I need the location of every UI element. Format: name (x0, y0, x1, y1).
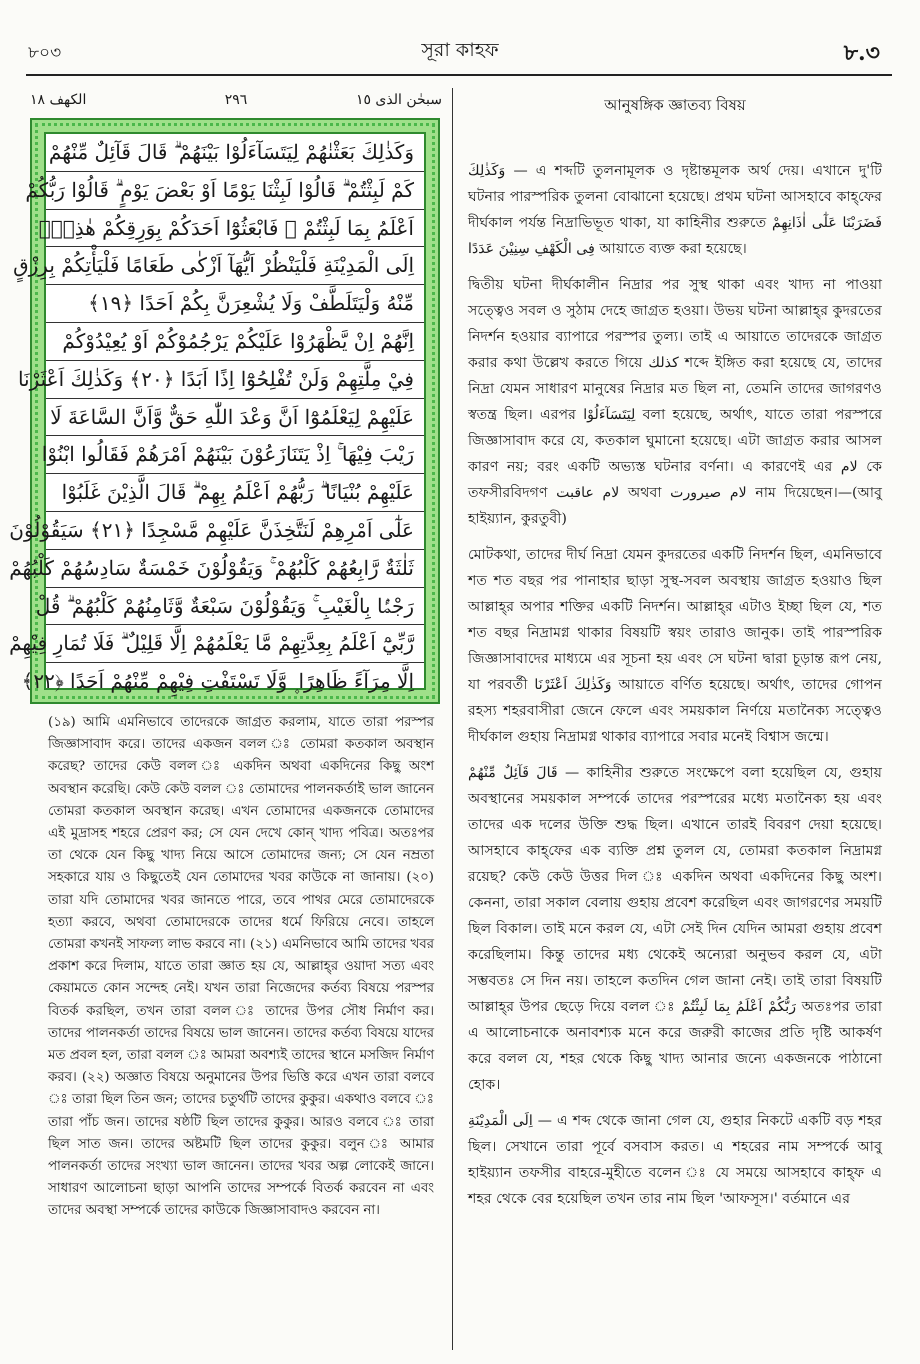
translation-block (48, 712, 434, 1223)
commentary-column (468, 92, 882, 1222)
commentary-paragraph: দ্বিতীয় ঘটনা দীর্ঘকালীন নিদ্রার পর সুস্থ থাকা এবং খাদ্য না পাওয়া সত্ত্বেও সবল ও সুঠাম দেহে জাগ্রত হওয়া। উভয় ঘটনা আল্লাহ্‌র কুদরতের নিদর্শন হওয়ার ব্যাপারে পরস্পর তুল্য। তাই এ আয়াতে তাদেরকে জাগ্রত করার কথা উল্লেখ করতে গিয়ে كذلك শব্দে ইঙ্গিত করা হয়েছে যে, তাদের নিদ্রা যেমন সাধারণ মানুষের নিদ্রার মত ছিল না, তেমনি তাদের জাগরণও স্বতন্ত্র ছিল। এরপর لِيَتَسَآءَلُوْا বলা হয়েছে, অর্থাৎ, যাতে তারা পরস্পরে জিজ্ঞাসাবাদ করে যে, কতকাল ঘুমানো হয়েছে। এটা জাগ্রত করার আসল কারণ নয়; বরং একটি অভ্যস্ত ঘটনার বর্ণনা। এ কারণেই এর لام কে তফসীরবিদগণ لام عاقبت অথবা لام صيرورت নাম দিয়েছেন।—(আবু হাইয়্যান, কুরতুবী) (468, 277, 883, 527)
translation-text: (১৯) আমি এমনিভাবে তাদেরকে জাগ্রত করলাম, যাতে তারা পরস্পর জিজ্ঞাসাবাদ করে। তাদের একজন বলল ঃ তোমরা কতকাল অবস্থান করেছ? তাদের কেউ বলল ঃ একদিন অথবা একদিনের কিছু অংশ অবস্থান করেছি। কেউ কেউ বলল ঃ তোমাদের পালনকর্তাই ভাল জানেন তোমরা কতকাল অবস্থান করেছ। এখন তোমাদের একজনকে তোমাদের এই মুদ্রাসহ শহরে প্রেরণ কর; সে যেন দেখে কোন্ খাদ্য পবিত্র। অতঃপর তা থেকে যেন কিছু খাদ্য নিয়ে আসে তোমাদের জন্য; সে যেন নম্রতা সহকারে যায় ও কিছুতেই যেন তোমাদের খবর কাউকে না জানায়। (২০) তারা যদি তোমাদের খবর জানতে পারে, তবে পাথর মেরে তোমাদেরকে হত্যা করবে, অথবা তোমাদেরকে তাদের ধর্মে ফিরিয়ে নেবে। তাহলে তোমরা কখনই সাফল্য লাভ করবে না। (২১) এমনিভাবে আমি তাদের খবর প্রকাশ করে দিলাম, যাতে তারা জ্ঞাত হয় যে, আল্লাহ্‌র ওয়াদা সত্য এবং কেয়ামতে কোন সন্দেহ নেই। যখন তারা নিজেদের কর্তব্য বিষয়ে পরস্পর বিতর্ক করছিল, তখন তারা বলল ঃ তাদের উপর সৌধ নির্মাণ কর। তাদের পালনকর্তা তাদের বিষয়ে ভাল জানেন। তাদের কর্তব্য বিষয়ে যাদের মত প্রবল হল, তারা বলল ঃ আমরা অবশ্যই তাদের স্থানে মসজিদ নির্মাণ করব। (২২) অজ্ঞাত বিষয়ে অনুমানের উপর ভিত্তি করে এখন তারা বলবে ঃ তারা ছিল তিন জন; তাদের চতুর্থটি তাদের কুকুর। একথাও বলবে ঃ তারা পাঁচ জন। তাদের ষষ্ঠটি ছিল তাদের কুকুর। আরও বলবে ঃ তারা ছিল সাত জন। তাদের অষ্টমটি ছিল তাদের কুকুর। বলুন ঃ আমার পালনকর্তা তাদের সংখ্যা ভাল জানেন। তাদের খবর অল্প লোকেই জানে। সাধারণ আলোচনা ছাড়া আপনি তাদের সম্পর্কে বিতর্ক করবেন না এবং তাদের অবস্থা সম্পর্কে তাদের কাউকে জিজ্ঞাসাবাদও করবেন না। (48, 715, 434, 1219)
arabic-line: اِلَّا مِرَآءً ظَاهِرًا ۪ وَّلَا تَسْتَفْتِ فِيْهِمْ مِّنْهُمْ اَحَدًا ﴿٢٢﴾ (21, 669, 414, 694)
arabic-line: فِيْ مِلَّتِهِمْ وَلَنْ تُفْلِحُوْٓا اِذًا اَبَدًا ﴿٢٠﴾ وَكَذٰلِكَ اَعْثَرْنَا (46, 361, 424, 399)
commentary-paragraph: اِلَى الْمَدِيْنَةِ — এ শব্দ থেকে জানা গেল যে, গুহার নিকটে একটি বড় শহর ছিল। সেখানে তারা পূর্বে বসবাস করত। এ শহরের নাম সম্পর্কে আবু হাইয়্যান তফসীর বাহরে-মুহীতে বলেন ঃ যে সময়ে আসহাবে কাহ্‌ফ এ শহর থেকে বের হয়েছিল তখন তার নাম ছিল 'আফসূস।' বর্তমানে এর (468, 1113, 882, 1207)
mushaf-surah-label: الکھف ١٨ (30, 92, 87, 108)
arabic-line: رَّبِّيْٓ اَعْلَمُ بِعِدَّتِهِمْ مَّا يَعْلَمُهُمْ اِلَّا قَلِيْلٌ ۗ فَلَا تُمَارِ فِيْهِمْ (46, 625, 424, 663)
page-number-bengali: ৮০৩ (28, 43, 62, 63)
quran-text-box (9, 132, 426, 694)
page-number-right: ৮.৩ (843, 40, 880, 66)
commentary-paragraph: وَكَذٰلِكَ — এ শব্দটি তুলনামূলক ও দৃষ্টান্তমূলক অর্থ দেয়। এখানে দু'টি ঘটনার পারস্পরিক তুলনা বোঝানো হয়েছে। প্রথম ঘটনা আসহাবে কাহ্‌ফের দীর্ঘকাল পর্যন্ত নিদ্রাভিভূত থাকা, যা কাহিনীর শুরুতে فَضَرَبْنَا عَلٰٓى اٰذَانِهِمْ فِى الْكَهْفِ سِنِيْنَ عَدَدًا আয়াতে ব্যক্ত করা হয়েছে। (468, 163, 882, 257)
mushaf-page-number: ٢٩٦ (224, 92, 248, 108)
mushaf-juz-label: سبحٰن الذی ١٥ (355, 92, 442, 108)
commentary-paragraph: মোটকথা, তাদের দীর্ঘ নিদ্রা যেমন কুদরতের একটি নিদর্শন ছিল, এমনিভাবে শত শত বছর পর পানাহার ছাড়া সুস্থ-সবল অবস্থায় জাগ্রত হওয়াও ছিল আল্লাহ্‌র অপার শক্তির একটি নিদর্শন। আল্লাহ্‌র এটাও ইচ্ছা ছিল যে, শত শত বছর নিদ্রামগ্ন থাকার বিষয়টি স্বয়ং তারাও জানুক। তাই পারস্পরিক জিজ্ঞাসাবাদের মাধ্যমে এর সূচনা হয় এবং সে ঘটনা দ্বারা চূড়ান্ত রূপ নেয়, যা পরবর্তী وَكَذٰلِكَ اَعْثَرْنَا আয়াতে বর্ণিত হয়েছে। অর্থাৎ, তাদের গোপন রহস্য শহরবাসীরা জেনে ফেলে এবং সময়কাল নির্ণয়ে মতানৈক্য সত্ত্বেও দীর্ঘকাল গুহায় নিদ্রামগ্ন থাকার ব্যাপারে সবার মনেই বিশ্বাস জন্মে। (468, 547, 882, 745)
arabic-line: كَمْ لَبِثْتُمْ ۗ قَالُوْا لَبِثْنَا يَوْمًا اَوْ بَعْضَ يَوْمٍ ۗ قَالُوْا رَبُّكُمْ (46, 172, 424, 210)
arabic-line: عَلٰٓى اَمْرِهِمْ لَنَتَّخِذَنَّ عَلَيْهِمْ مَّسْجِدًا ﴿٢١﴾ سَيَقُوْلُوْنَ (46, 512, 424, 550)
arabic-line: اِلَى الْمَدِيْنَةِ فَلْيَنْظُرْ اَيُّهَآ اَزْكٰى طَعَامًا فَلْيَأْتِكُمْ بِرِزْقٍ (46, 247, 424, 285)
arabic-line: رَيْبَ فِيْهَا ۚ اِذْ يَتَنَازَعُوْنَ بَيْنَهُمْ اَمْرَهُمْ فَقَالُوا ابْنُوْا (46, 436, 424, 474)
arabic-line: اَعْلَمُ بِمَا لَبِثْتُمْ ۗ فَابْعَثُوْٓا اَحَدَكُمْ بِوَرِقِكُمْ هٰذِهٖٓ (46, 210, 424, 248)
commentary-title: আনুষঙ্গিক জ্ঞাতব্য বিষয় (604, 96, 746, 114)
header-rule (26, 74, 892, 76)
mushaf-header (30, 92, 442, 116)
surah-title: সূরা কাহফ (421, 39, 499, 61)
arabic-line: عَلَيْهِمْ بُنْيَانًا ۗ رَبُّهُمْ اَعْلَمُ بِهِمْ ۗ قَالَ الَّذِيْنَ غَلَبُوْا (46, 474, 424, 512)
arabic-line: عَلَيْهِمْ لِيَعْلَمُوْٓا اَنَّ وَعْدَ اللّٰهِ حَقٌّ وَّاَنَّ السَّاعَةَ لَا (46, 399, 424, 437)
commentary-paragraph: قَالَ قَآئِلٌ مِّنْهُمْ — কাহিনীর শুরুতে সংক্ষেপে বলা হয়েছিল যে, গুহায় অবস্থানের সময়কাল সম্পর্কে তাদের পরস্পরের মধ্যে মতানৈক্য হয় এবং তাদের এক দলের উক্তি শুদ্ধ ছিল। এখানে তারই বিবরণ দেয়া হয়েছে। আসহাবে কাহ্‌ফের এক ব্যক্তি প্রশ্ন তুলল যে, তোমরা কতকাল নিদ্রামগ্ন রয়েছ? কেউ কেউ উত্তর দিল ঃ একদিন অথবা একদিনের কিছু অংশ। কেননা, তারা সকাল বেলায় গুহায় প্রবেশ করেছিল এবং জাগরণের সময়টি ছিল বিকাল। তাই মনে করল যে, এটা সেই দিন যেদিন আমরা গুহায় প্রবেশ করেছিলাম। কিন্তু তাদের মধ্য থেকেই অন্যেরা অনুভব করল যে, এটা সম্ভবতঃ সে দিন নয়। তাহলে কতদিন গেল জানা নেই। তাই তারা বিষয়টি আল্লাহ্‌র উপর ছেড়ে দিয়ে বলল ঃ رَبُّكُمْ اَعْلَمُ بِمَا لَبِثْتُمْ অতঃপর তারা এ আলোচনাকে অনাবশ্যক মনে করে জরুরী কাজের প্রতি দৃষ্টি আকর্ষণ করে বলল যে, শহর থেকে কিছু খাদ্য আনার জন্যে একজনকে পাঠানো হোক। (468, 765, 882, 1093)
arabic-line: رَجْمًۢا بِالْغَيْبِ ۚ وَيَقُوْلُوْنَ سَبْعَةٌ وَّثَامِنُهُمْ كَلْبُهُمْ ۗ قُلْ (46, 588, 424, 626)
column-divider (452, 88, 453, 1350)
arabic-line: اِنَّهُمْ اِنْ يَّظْهَرُوْا عَلَيْكُمْ يَرْجُمُوْكُمْ اَوْ يُعِيْدُوْكُمْ (46, 323, 424, 361)
quran-frame (9, 118, 440, 704)
arabic-line: وَكَذٰلِكَ بَعَثْنٰهُمْ لِيَتَسَآءَلُوْا بَيْنَهُمْ ۗ قَالَ قَآئِلٌ مِّنْهُمْ (46, 134, 424, 172)
arabic-line: ثَلٰثَةٌ رَّابِعُهُمْ كَلْبُهُمْ ۚ وَيَقُوْلُوْنَ خَمْسَةٌ سَادِسُهُمْ كَلْبُهُمْ (46, 550, 424, 588)
arabic-line: مِّنْهُ وَلْيَتَلَطَّفْ وَلَا يُشْعِرَنَّ بِكُمْ اَحَدًا ﴿١٩﴾ (46, 285, 424, 323)
